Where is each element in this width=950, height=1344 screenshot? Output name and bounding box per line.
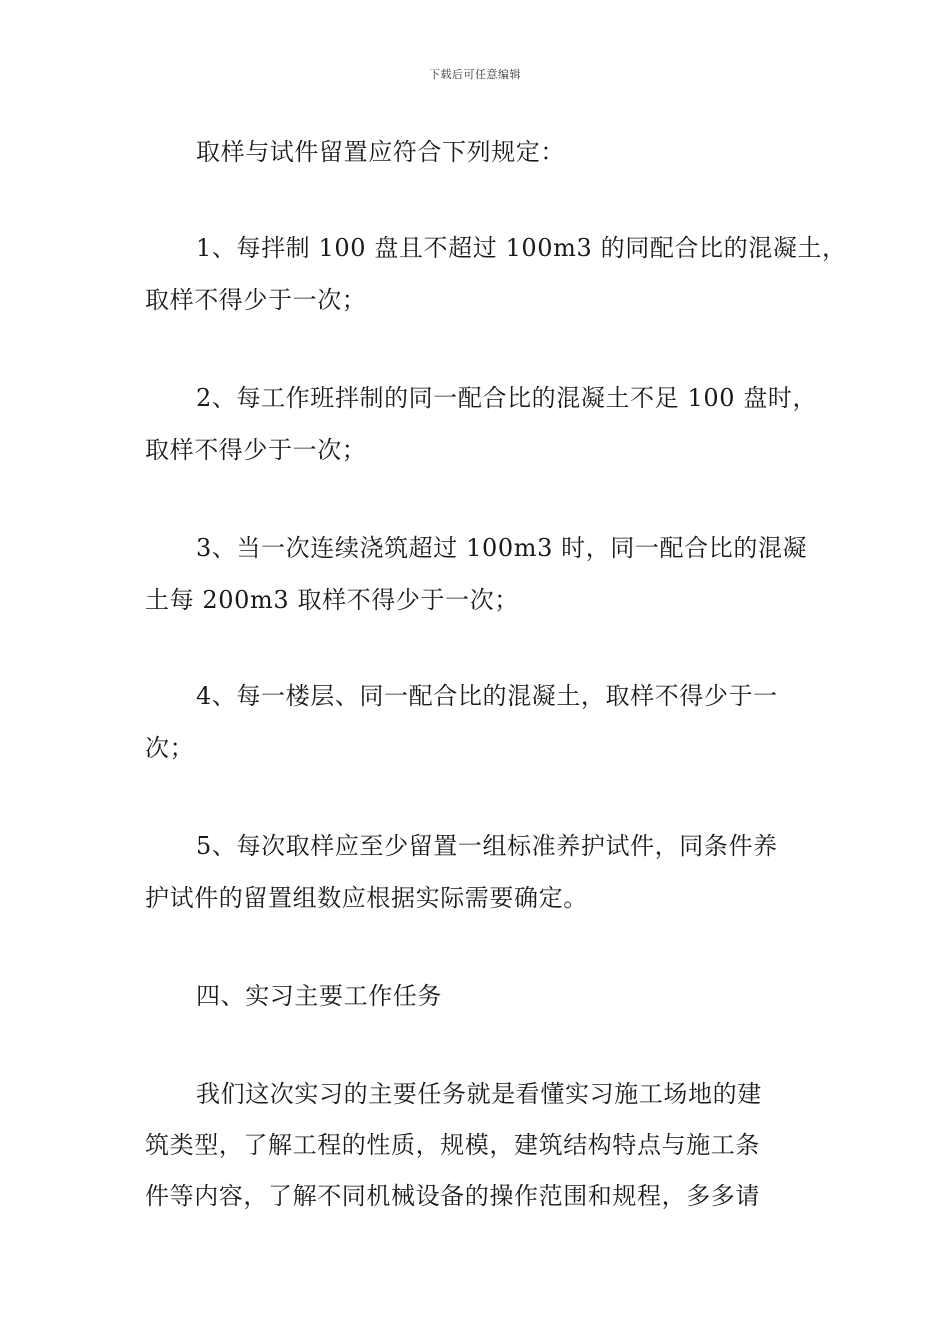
paragraph-tasks-line-2: 筑类型，了解工程的性质，规模，建筑结构特点与施工条 [145,1131,760,1159]
list-item-2-line-2: 取样不得少于一次； [145,436,367,464]
list-item-5-line-2: 护试件的留置组数应根据实际需要确定。 [145,884,588,912]
header-note: 下载后可任意编辑 [429,68,521,81]
list-item-4-line-1: 4、每一楼层、同一配合比的混凝土，取样不得少于一 [196,682,778,710]
list-item-1-line-2: 取样不得少于一次； [145,286,367,314]
list-item-4-line-2: 次； [145,734,195,762]
section-heading: 四、实习主要工作任务 [196,982,442,1010]
paragraph-tasks-line-1: 我们这次实习的主要任务就是看懂实习施工场地的建 [196,1080,762,1108]
paragraph-intro: 取样与试件留置应符合下列规定： [196,138,565,166]
list-item-3-line-1: 3、当一次连续浇筑超过 100m3 时，同一配合比的混凝 [196,534,808,562]
list-item-2-line-1: 2、每工作班拌制的同一配合比的混凝土不足 100 盘时， [196,384,818,412]
list-item-1-line-1: 1、每拌制 100 盘且不超过 100m3 的同配合比的混凝土， [196,234,847,262]
list-item-5-line-1: 5、每次取样应至少留置一组标准养护试件，同条件养 [196,832,778,860]
paragraph-tasks-line-3: 件等内容，了解不同机械设备的操作范围和规程，多多请 [145,1182,760,1210]
list-item-3-line-2: 土每 200m3 取样不得少于一次； [145,586,519,614]
